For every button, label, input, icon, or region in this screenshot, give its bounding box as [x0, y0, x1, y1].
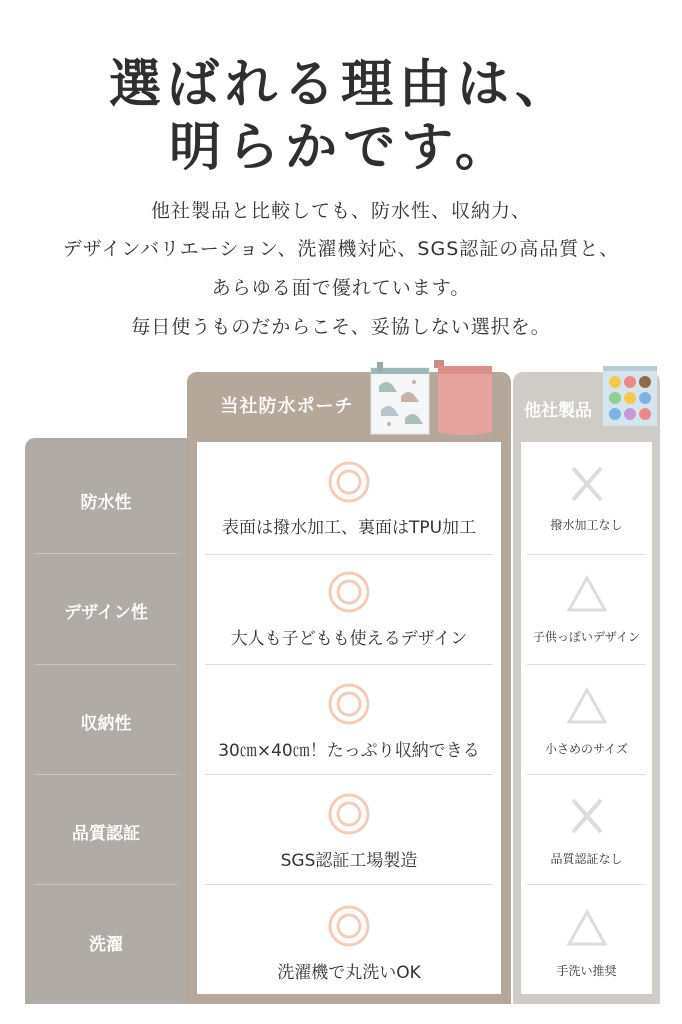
others-text-waterproof: 撥水加工なし — [550, 518, 623, 532]
others-text-design: 子供っぽいデザイン — [532, 630, 641, 644]
double-circle-icon — [327, 904, 371, 948]
ours-text-design: 大人も子どもも使えるデザイン — [230, 629, 468, 649]
double-circle-icon — [327, 570, 371, 614]
others-text-storage: 小さめのサイズ — [544, 742, 629, 756]
intro-line-1: 他社製品と比較しても、防水性、収納力、 — [150, 200, 531, 222]
row-label-design: デザイン性 — [64, 603, 148, 623]
others-divider — [527, 884, 646, 885]
headline-line-2: 明らかです。 — [169, 118, 513, 178]
triangle-icon — [565, 686, 609, 726]
others-text-quality: 品質認証なし — [550, 852, 623, 866]
others-header: 他社製品 — [524, 401, 592, 421]
others-divider — [527, 554, 646, 555]
cross-icon — [565, 796, 609, 836]
others-divider — [527, 774, 646, 775]
intro-line-2: デザインバリエーション、洗濯機対応、SGS認証の高品質と、 — [62, 238, 620, 260]
label-column — [25, 438, 187, 1004]
ours-divider — [205, 884, 493, 885]
triangle-icon — [565, 908, 609, 948]
row-divider — [35, 774, 177, 775]
headline-line-1: 選ばれる理由は、 — [108, 55, 573, 115]
row-label-quality: 品質認証 — [72, 824, 140, 844]
ours-divider — [205, 664, 493, 665]
ours-text-quality: SGS認証工場製造 — [280, 851, 418, 871]
ours-text-waterproof: 表面は撥水加工、裏面はTPU加工 — [221, 518, 477, 538]
ours-divider — [205, 554, 493, 555]
row-divider — [35, 884, 177, 885]
others-divider — [527, 664, 646, 665]
ours-header: 当社防水ポーチ — [220, 396, 354, 417]
double-circle-icon — [327, 682, 371, 726]
dinosaur-pouch-image — [369, 362, 431, 436]
intro-line-4: 毎日使うものだからこそ、妥協しない選択を。 — [131, 316, 551, 338]
double-circle-icon — [327, 792, 371, 836]
pink-pouch-image — [434, 360, 496, 438]
row-label-storage: 収納性 — [80, 714, 132, 734]
row-label-washing: 洗濯 — [89, 935, 123, 955]
row-divider — [35, 553, 177, 554]
bear-pouch-image — [603, 366, 657, 426]
cross-icon — [565, 464, 609, 504]
ours-column — [187, 372, 511, 1004]
ours-text-washing: 洗濯機で丸洗いOK — [277, 963, 421, 983]
others-body — [521, 442, 652, 994]
double-circle-icon — [327, 460, 371, 504]
row-label-waterproof: 防水性 — [80, 493, 132, 513]
others-column — [513, 372, 660, 1004]
ours-divider — [205, 774, 493, 775]
ours-body — [197, 442, 501, 994]
row-divider — [35, 664, 177, 665]
triangle-icon — [565, 574, 609, 614]
others-text-washing: 手洗い推奨 — [556, 964, 617, 978]
ours-text-storage: 30㎝×40㎝！たっぷり収納できる — [218, 741, 480, 761]
intro-line-3: あらゆる面で優れています。 — [211, 277, 471, 299]
